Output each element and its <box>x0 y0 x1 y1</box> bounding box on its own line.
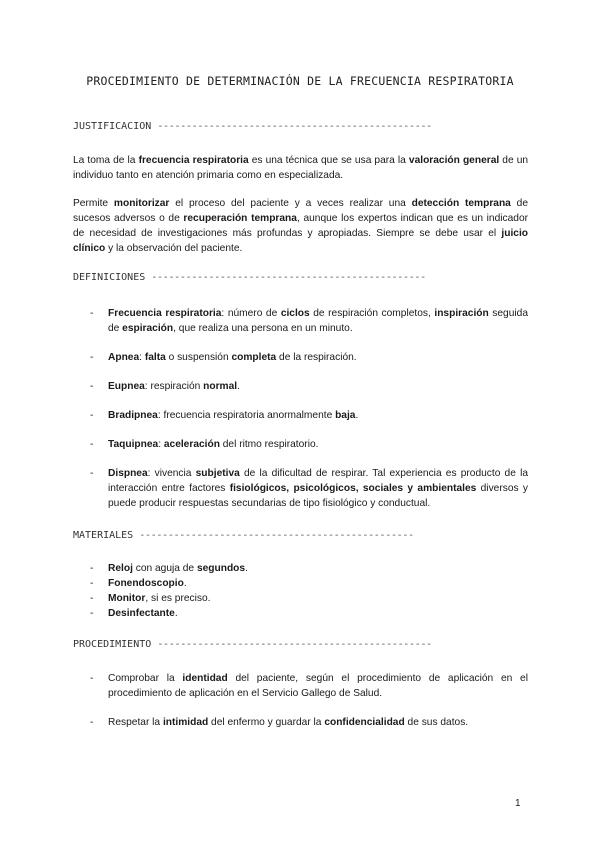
list-item: - Bradipnea: frecuencia respiratoria anormalmente baja. <box>88 408 528 423</box>
paragraph-justificacion-1: La toma de la frecuencia respiratoria es una técnica que se usa para la valoración general de un individuo tanto en atención primaria como en especializada. <box>73 155 529 181</box>
list-item: - Desinfectante. <box>88 606 528 621</box>
section-rule: ------------------------------------------------ <box>157 639 432 650</box>
section-rule: ------------------------------------------------ <box>157 121 432 132</box>
section-title: PROCEDIMIENTO <box>73 639 152 650</box>
section-rule: ------------------------------------------------ <box>139 530 414 541</box>
list-item: - Respetar la intimidad del enfermo y guardar la confidencialidad de sus datos. <box>88 715 528 730</box>
list-item: - Fonendoscopio. <box>88 576 528 591</box>
materials-list <box>88 561 528 621</box>
definitions-list <box>88 306 528 525</box>
section-title: DEFINICIONES <box>73 272 146 283</box>
section-title: JUSTIFICACIÓN <box>73 121 152 132</box>
section-title: MATERIALES <box>73 530 134 541</box>
paragraph-justificacion-2: Permite monitorizar el proceso del paciente y a veces realizar una detección temprana de sucesos adversos o de recuperación temprana, aunque los expertos indican que es un indicador de necesidad de investigaciones más profundas y apropiadas. Siempre se debe usar el juicio clínico y la observación del paciente. <box>73 198 529 254</box>
list-item: - Dispnea: vivencia subjetiva de la dificultad de respirar. Tal experiencia es producto de la interacción entre factores fisiológicos, psicológicos, sociales y ambientales diversos y puede producir respuestas secundarias de tipo fisiológico y conductual. <box>88 466 528 511</box>
page-title: PROCEDIMIENTO DE DETERMINACIÓN DE LA FRECUENCIA RESPIRATORIA <box>86 74 514 88</box>
list-item: - Monitor, si es preciso. <box>88 591 528 606</box>
section-heading-materiales <box>73 530 533 541</box>
section-heading-procedimiento <box>73 639 533 650</box>
procedure-list <box>88 671 528 744</box>
page-number: 1 <box>515 798 521 809</box>
section-rule: ------------------------------------------------ <box>151 272 426 283</box>
section-heading-justificacion <box>73 121 533 132</box>
section-heading-definiciones <box>73 272 533 283</box>
list-item: - Apnea: falta o suspensión completa de la respiración. <box>88 350 528 365</box>
list-item: - Eupnea: respiración normal. <box>88 379 528 394</box>
list-item: - Frecuencia respiratoria: número de ciclos de respiración completos, inspiración seguida de espiración, que realiza una persona en un minuto. <box>88 306 528 336</box>
list-item: - Reloj con aguja de segundos. <box>88 561 528 576</box>
list-item: - Taquipnea: aceleración del ritmo respiratorio. <box>88 437 528 452</box>
list-item: - Comprobar la identidad del paciente, según el procedimiento de aplicación en el procedimiento de aplicación en el Servicio Gallego de Salud. <box>88 671 528 701</box>
